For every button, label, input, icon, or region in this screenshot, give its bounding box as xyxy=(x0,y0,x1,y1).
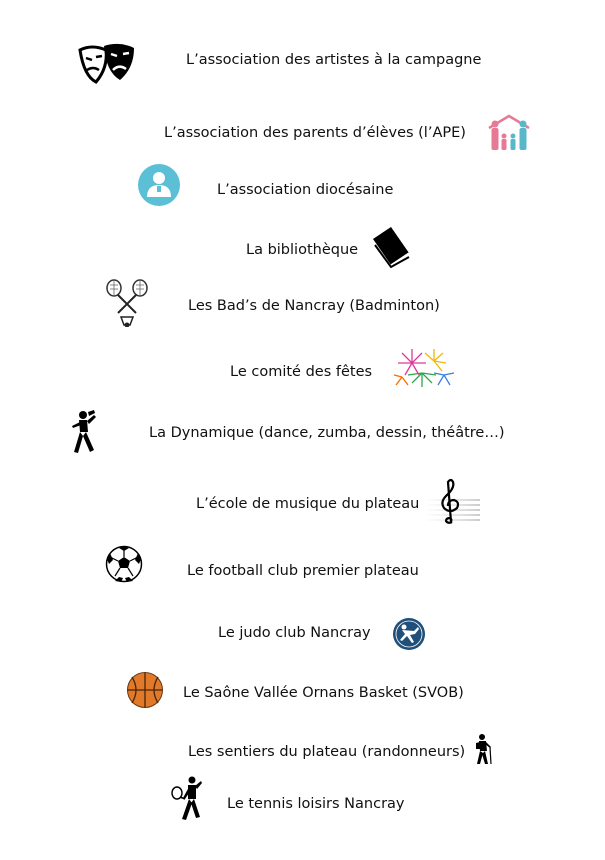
treble-clef-icon xyxy=(424,478,480,524)
association-label: Le tennis loisirs Nancray xyxy=(227,796,405,812)
association-label: Le football club premier plateau xyxy=(187,563,419,579)
association-label: L’association des parents d’élèves (l’APE) xyxy=(164,125,466,141)
judo-icon xyxy=(392,617,426,651)
association-label: Les sentiers du plateau (randonneurs) xyxy=(188,744,466,760)
badminton-icon xyxy=(104,279,150,327)
association-label: Les Bad’s de Nancray (Badminton) xyxy=(188,298,440,314)
books-icon xyxy=(369,225,413,269)
tennis-player-icon xyxy=(170,775,206,821)
association-label: La Dynamique (dance, zumba, dessin, théâtre…) xyxy=(149,425,505,441)
soccer-ball-icon xyxy=(105,545,143,583)
association-label: La bibliothèque xyxy=(246,242,359,258)
hiker-icon xyxy=(473,733,493,765)
association-label: Le comité des fêtes xyxy=(230,364,373,380)
association-label: L’association diocésaine xyxy=(217,182,394,198)
priest-icon xyxy=(137,163,181,207)
family-icon xyxy=(487,114,531,154)
association-label: Le Saône Vallée Ornans Basket (SVOB) xyxy=(183,685,464,701)
theater-masks-icon xyxy=(78,42,136,90)
dancer-icon xyxy=(70,410,98,454)
association-label: Le judo club Nancray xyxy=(218,625,371,641)
association-label: L’association des artistes à la campagne xyxy=(186,52,482,68)
association-label: L’école de musique du plateau xyxy=(196,496,420,512)
basketball-icon xyxy=(126,671,164,709)
fireworks-icon xyxy=(392,345,456,391)
